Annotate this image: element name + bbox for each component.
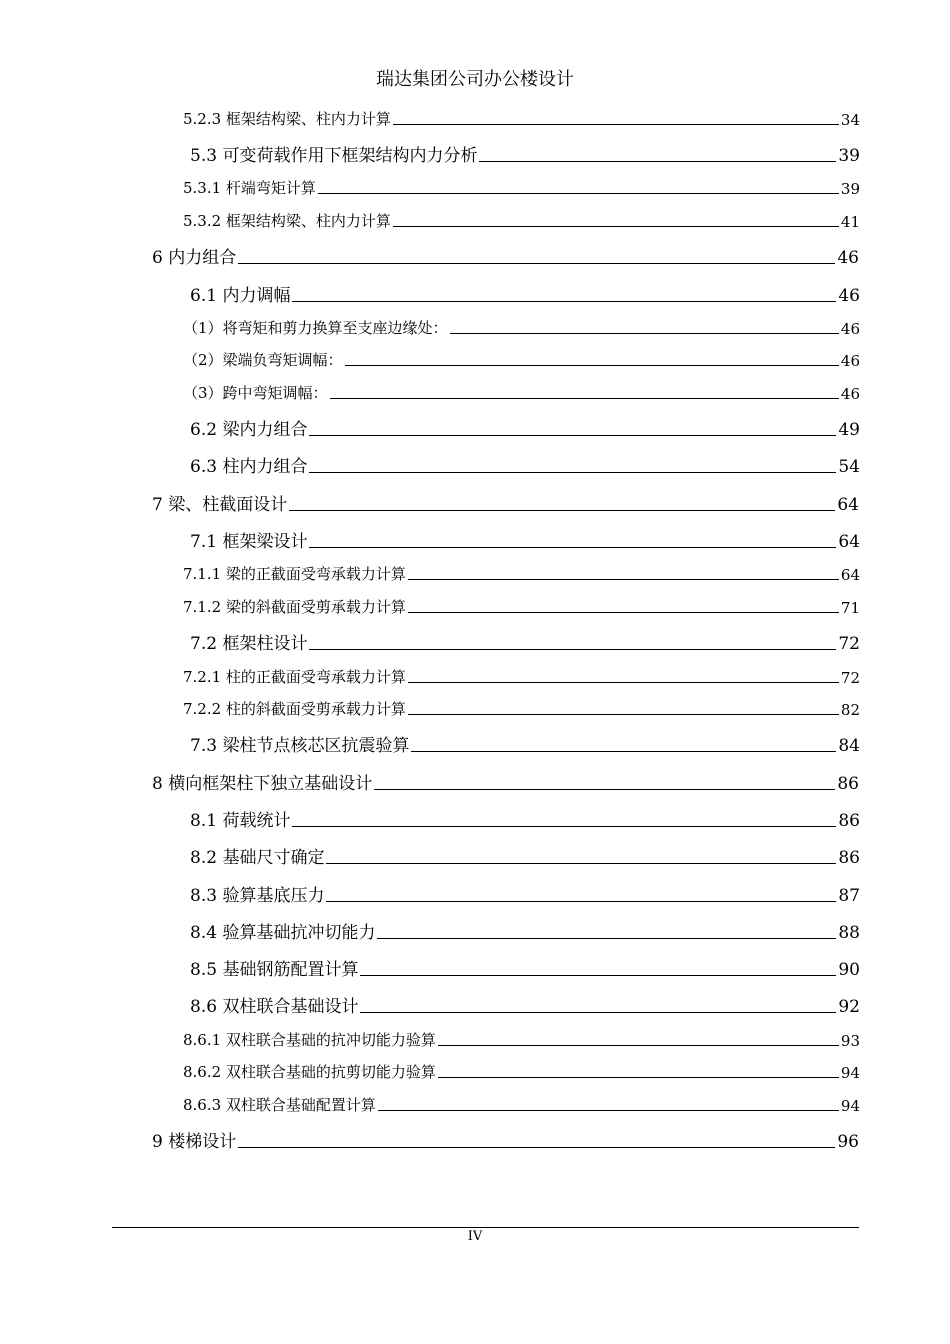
toc-entry-label: 8.2 基础尺寸确定 (190, 848, 325, 868)
toc-leader-line (393, 124, 839, 125)
toc-entry-label: 7.1.1 梁的正截面受弯承载力计算 (183, 565, 406, 583)
toc-entry[interactable] (183, 108, 860, 129)
toc-entry-label: 7.3 梁柱节点核芯区抗震验算 (190, 736, 410, 756)
toc-entry-label: 7.2 框架柱设计 (190, 634, 308, 654)
toc-page-number: 94 (840, 1097, 860, 1115)
toc-page-number: 94 (840, 1064, 860, 1082)
toc-page-number: 39 (838, 146, 860, 166)
toc-page-number: 46 (837, 248, 859, 268)
toc-page-number: 88 (838, 923, 860, 943)
toc-entry-label: 8.5 基础钢筋配置计算 (190, 960, 359, 980)
toc-entry-label: 8.6.2 双柱联合基础的抗剪切能力验算 (183, 1063, 436, 1081)
toc-leader-line (408, 682, 839, 683)
toc-entry[interactable] (183, 382, 860, 403)
toc-page-number: 46 (840, 320, 860, 338)
toc-entry[interactable] (152, 490, 859, 515)
toc-leader-line (479, 161, 836, 162)
toc-leader-line (289, 510, 835, 511)
toc-entry[interactable] (183, 1029, 860, 1050)
toc-leader-line (438, 1077, 839, 1078)
toc-entry[interactable] (190, 843, 860, 868)
running-header: 瑞达集团公司办公楼设计 (376, 69, 574, 90)
toc-page-number: 41 (840, 213, 860, 231)
toc-entry-label: 8 横向框架柱下独立基础设计 (152, 774, 373, 794)
toc-entry[interactable] (190, 527, 860, 552)
toc-page-number: 34 (840, 111, 860, 129)
toc-leader-line (408, 714, 839, 715)
toc-entry-label: 5.3 可变荷载作用下框架结构内力分析 (190, 146, 478, 166)
toc-leader-line (326, 863, 836, 864)
toc-leader-line (408, 579, 839, 580)
toc-entry[interactable] (183, 666, 860, 687)
toc-entry[interactable] (152, 243, 859, 268)
toc-entry[interactable] (190, 415, 860, 440)
toc-page-number: 49 (838, 420, 860, 440)
toc-entry[interactable] (190, 955, 860, 980)
toc-entry[interactable] (190, 281, 860, 306)
toc-entry[interactable] (183, 210, 860, 231)
toc-entry-label: 6 内力组合 (152, 248, 237, 268)
toc-entry[interactable] (183, 317, 860, 338)
toc-leader-line (330, 398, 839, 399)
toc-leader-line (377, 938, 836, 939)
toc-page-number: 46 (838, 286, 860, 306)
toc-entry[interactable] (190, 629, 860, 654)
toc-leader-line (309, 547, 836, 548)
toc-entry-label: 6.1 内力调幅 (190, 286, 291, 306)
toc-page-number: 54 (838, 457, 860, 477)
toc-page-number: 72 (840, 669, 860, 687)
toc-page-number: 64 (838, 532, 860, 552)
toc-entry[interactable] (190, 918, 860, 943)
toc-leader-line (309, 649, 836, 650)
toc-page-number: 93 (840, 1032, 860, 1050)
toc-page-number: 86 (837, 774, 859, 794)
toc-entry[interactable] (183, 596, 860, 617)
toc-entry-label: 6.2 梁内力组合 (190, 420, 308, 440)
toc-page-number: 84 (838, 736, 860, 756)
toc-page-number: 86 (838, 811, 860, 831)
toc-entry[interactable] (183, 563, 860, 584)
toc-page-number: 64 (840, 566, 860, 584)
toc-entry[interactable] (152, 1127, 859, 1152)
toc-leader-line (408, 612, 839, 613)
toc-entry-label: 8.6.1 双柱联合基础的抗冲切能力验算 (183, 1031, 436, 1049)
toc-entry-label: （2）梁端负弯矩调幅： (183, 351, 343, 369)
toc-leader-line (393, 226, 839, 227)
toc-entry-label: （3）跨中弯矩调幅： (183, 384, 328, 402)
toc-entry-label: 7.1.2 梁的斜截面受剪承载力计算 (183, 598, 406, 616)
toc-leader-line (378, 1110, 839, 1111)
toc-entry-label: 8.3 验算基底压力 (190, 886, 325, 906)
toc-page-number: 96 (837, 1132, 859, 1152)
toc-page-number: 90 (838, 960, 860, 980)
toc-leader-line (450, 333, 839, 334)
toc-page-number: 71 (840, 599, 860, 617)
toc-page-number: 46 (840, 385, 860, 403)
toc-entry[interactable] (190, 992, 860, 1017)
toc-entry-label: 5.2.3 框架结构梁、柱内力计算 (183, 110, 391, 128)
toc-page-number: 46 (840, 352, 860, 370)
toc-leader-line (374, 789, 835, 790)
toc-entry-label: 5.3.2 框架结构梁、柱内力计算 (183, 212, 391, 230)
toc-entry-label: 8.6 双柱联合基础设计 (190, 997, 359, 1017)
toc-page-number: 87 (838, 886, 860, 906)
toc-page-number: 64 (837, 495, 859, 515)
toc-entry-label: 8.4 验算基础抗冲切能力 (190, 923, 376, 943)
toc-entry-label: 5.3.1 杆端弯矩计算 (183, 179, 316, 197)
toc-entry[interactable] (183, 1061, 860, 1082)
footer-page-number: IV (467, 1229, 483, 1244)
toc-leader-line (309, 472, 836, 473)
toc-entry[interactable] (190, 731, 860, 756)
toc-entry[interactable] (190, 452, 860, 477)
toc-entry[interactable] (183, 177, 860, 198)
footer-divider (112, 1227, 859, 1228)
toc-entry-label: 7.1 框架梁设计 (190, 532, 308, 552)
toc-entry-label: 6.3 柱内力组合 (190, 457, 308, 477)
toc-page-number: 92 (838, 997, 860, 1017)
toc-entry[interactable] (152, 769, 859, 794)
toc-entry-label: 8.1 荷载统计 (190, 811, 291, 831)
toc-page-number: 86 (838, 848, 860, 868)
toc-entry[interactable] (183, 698, 860, 719)
toc-leader-line (438, 1045, 839, 1046)
toc-page-number: 82 (840, 701, 860, 719)
toc-leader-line (309, 435, 836, 436)
toc-leader-line (292, 826, 836, 827)
toc-entry-label: 7.2.2 柱的斜截面受剪承载力计算 (183, 700, 406, 718)
toc-entry[interactable] (183, 349, 860, 370)
toc-entry[interactable] (190, 141, 860, 166)
toc-entry-label: 7 梁、柱截面设计 (152, 495, 288, 515)
toc-entry-label: 9 楼梯设计 (152, 1132, 237, 1152)
toc-entry[interactable] (190, 806, 860, 831)
toc-leader-line (360, 975, 836, 976)
toc-entry-label: 7.2.1 柱的正截面受弯承载力计算 (183, 668, 406, 686)
toc-entry[interactable] (183, 1094, 860, 1115)
toc-entry-label: （1）将弯矩和剪力换算至支座边缘处： (183, 319, 448, 337)
toc-leader-line (318, 193, 839, 194)
toc-leader-line (360, 1012, 836, 1013)
toc-leader-line (238, 263, 835, 264)
toc-entry-label: 8.6.3 双柱联合基础配置计算 (183, 1096, 376, 1114)
toc-leader-line (345, 365, 839, 366)
toc-page-number: 72 (838, 634, 860, 654)
toc-page-number: 39 (840, 180, 860, 198)
toc-leader-line (411, 751, 836, 752)
toc-entry[interactable] (190, 881, 860, 906)
toc-leader-line (292, 301, 836, 302)
toc-leader-line (238, 1147, 835, 1148)
toc-leader-line (326, 901, 836, 902)
